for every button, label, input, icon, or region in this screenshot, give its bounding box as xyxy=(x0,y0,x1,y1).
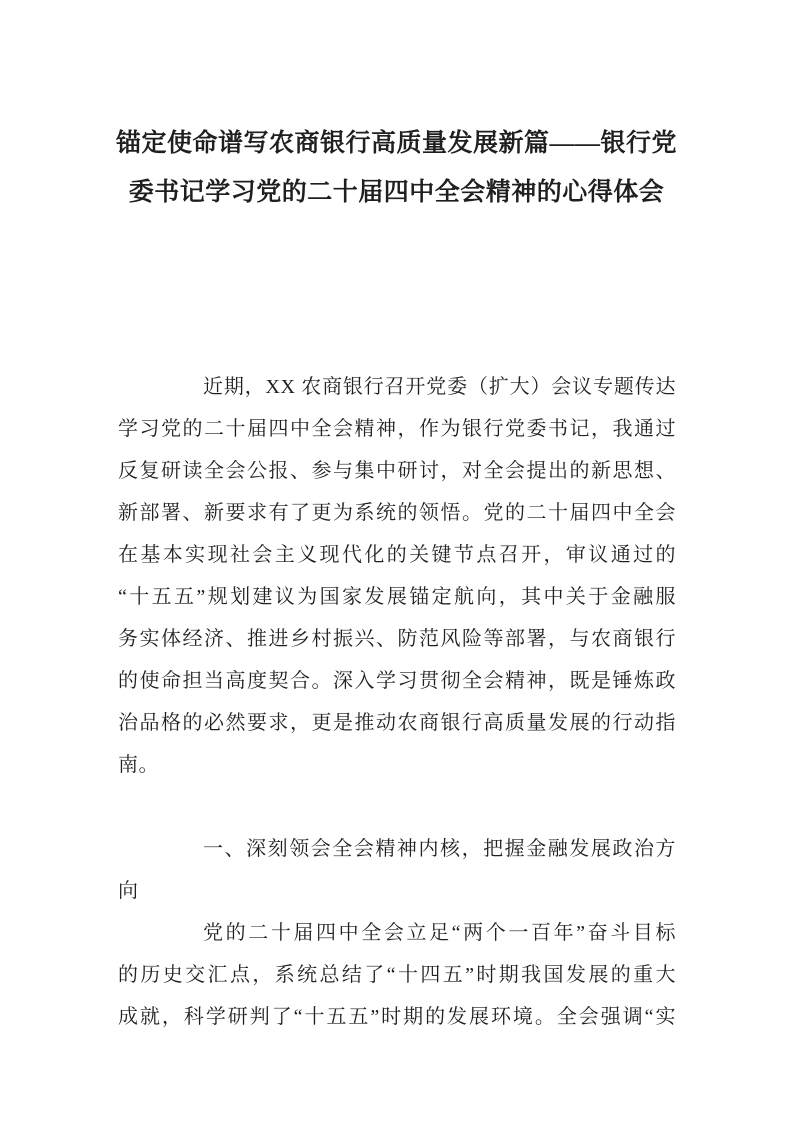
paragraph-section-1 xyxy=(118,912,676,1038)
text-line: 成就，科学研判了“十五五”时期的发展环境。全会强调“实 xyxy=(118,1006,676,1028)
text-line: 南。 xyxy=(118,754,159,776)
text-line: 务实体经济、推进乡村振兴、防范风险等部署，与农商银行 xyxy=(118,628,676,650)
text-line: 的使命担当高度契合。深入学习贯彻全会精神，既是锤炼政 xyxy=(118,670,676,692)
text-line: 在基本实现社会主义现代化的关键节点召开，审议通过的 xyxy=(118,544,676,566)
doc-title xyxy=(0,0,793,217)
doc-body xyxy=(118,366,676,1038)
text-line: 反复研读全会公报、参与集中研讨，对全会提出的新思想、 xyxy=(118,460,676,482)
text-line: 党的二十届四中全会立足“两个一百年”奋斗目标 xyxy=(203,922,676,944)
title-line-1: 锚定使命谱写农商银行高质量发展新篇——银行党 xyxy=(115,130,677,157)
text-line: 新部署、新要求有了更为系统的领悟。党的二十届四中全会 xyxy=(118,502,676,524)
heading-line: 向 xyxy=(118,880,139,902)
title-line-2: 委书记学习党的二十届四中全会精神的心得体会 xyxy=(128,179,665,206)
paragraph-intro xyxy=(118,366,676,786)
heading-line: 一、深刻领会全会精神内核，把握金融发展政治方 xyxy=(203,838,676,860)
text-line: “十五五”规划建议为国家发展锚定航向，其中关于金融服 xyxy=(118,586,676,608)
section-heading-1 xyxy=(118,828,676,912)
text-line: 近期，XX 农商银行召开党委（扩大）会议专题传达 xyxy=(203,376,676,398)
text-line: 治品格的必然要求，更是推动农商银行高质量发展的行动指 xyxy=(118,712,676,734)
text-line: 的历史交汇点，系统总结了“十四五”时期我国发展的重大 xyxy=(118,964,676,986)
text-line: 学习党的二十届四中全会精神，作为银行党委书记，我通过 xyxy=(118,418,676,440)
